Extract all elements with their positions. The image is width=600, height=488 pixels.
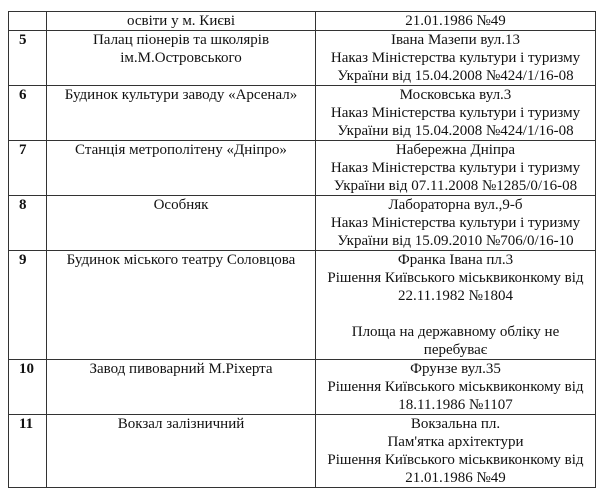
details-line: Рішення Київського міськвиконкому від: [327, 270, 584, 286]
row-number: 7: [9, 141, 47, 196]
details-line: Московська вул.3: [399, 87, 512, 103]
table-body: [9, 12, 596, 488]
details-cell: [316, 86, 596, 141]
details-line: перебуває: [423, 342, 488, 358]
row-number: [9, 12, 47, 31]
object-name-cell: [47, 415, 316, 488]
row-number: 6: [9, 86, 47, 141]
table-row: [9, 12, 596, 31]
object-name-cell: [47, 31, 316, 86]
details-line: України від 07.11.2008 №1285/0/16-08: [333, 178, 578, 194]
details-line: Лабораторна вул.,9-б: [388, 197, 523, 213]
object-name-line: Станція метрополітену «Дніпро»: [75, 142, 287, 158]
object-name-cell: [47, 141, 316, 196]
row-number: 10: [9, 360, 47, 415]
details-cell: [316, 141, 596, 196]
table-row: [9, 141, 596, 196]
object-name-cell: [47, 360, 316, 415]
details-line: Наказ Міністерства культури і туризму: [330, 215, 581, 231]
object-name-line: Завод пивоварний М.Ріхерта: [89, 361, 273, 377]
details-line: Набережна Дніпра: [395, 142, 516, 158]
monuments-table: [8, 11, 596, 488]
details-line: Рішення Київського міськвиконкому від: [327, 379, 584, 395]
details-line: [319, 305, 592, 323]
details-cell: [316, 31, 596, 86]
details-line: 21.01.1986 №49: [405, 470, 506, 486]
details-cell: [316, 415, 596, 488]
object-name-cell: [47, 86, 316, 141]
details-line: України від 15.04.2008 №424/1/16-08: [337, 68, 574, 84]
details-cell: [316, 196, 596, 251]
table-row: [9, 360, 596, 415]
object-name-line: Особняк: [153, 197, 209, 213]
details-line: Наказ Міністерства культури і туризму: [330, 105, 581, 121]
details-line: України від 15.04.2008 №424/1/16-08: [337, 123, 574, 139]
object-name-line: Будинок міського театру Соловцова: [66, 252, 296, 268]
details-line: 18.11.1986 №1107: [398, 397, 513, 413]
details-line: Площа на державному обліку не: [351, 324, 560, 340]
object-name-cell: [47, 251, 316, 360]
row-number: 11: [9, 415, 47, 488]
details-line: 21.01.1986 №49: [405, 13, 506, 29]
details-line: Франка Івана пл.3: [397, 252, 514, 268]
details-line: України від 15.09.2010 №706/0/16-10: [337, 233, 574, 249]
table-row: [9, 86, 596, 141]
details-line: Рішення Київського міськвиконкому від: [327, 452, 584, 468]
object-name-line: ім.М.Островського: [120, 50, 242, 66]
table-row: [9, 196, 596, 251]
table-row: [9, 31, 596, 86]
object-name-line: Палац піонерів та школярів: [92, 32, 270, 48]
details-cell: [316, 12, 596, 31]
row-number: 5: [9, 31, 47, 86]
details-line: Наказ Міністерства культури і туризму: [330, 50, 581, 66]
row-number: 8: [9, 196, 47, 251]
details-line: Наказ Міністерства культури і туризму: [330, 160, 581, 176]
object-name-cell: [47, 196, 316, 251]
details-line: Вокзальна пл.: [410, 416, 501, 432]
object-name-line: освіти у м. Києві: [126, 13, 236, 29]
table-row: [9, 415, 596, 488]
details-cell: [316, 360, 596, 415]
details-cell: [316, 251, 596, 360]
details-line: Фрунзе вул.35: [410, 361, 501, 377]
details-line: Івана Мазепи вул.13: [390, 32, 520, 48]
table-row: [9, 251, 596, 360]
row-number: 9: [9, 251, 47, 360]
object-name-line: Вокзал залізничний: [117, 416, 245, 432]
object-name-line: Будинок культури заводу «Арсенал»: [64, 87, 298, 103]
object-name-cell: [47, 12, 316, 31]
details-line: 22.11.1982 №1804: [397, 288, 513, 304]
details-line: Пам'ятка архітектури: [387, 434, 524, 450]
